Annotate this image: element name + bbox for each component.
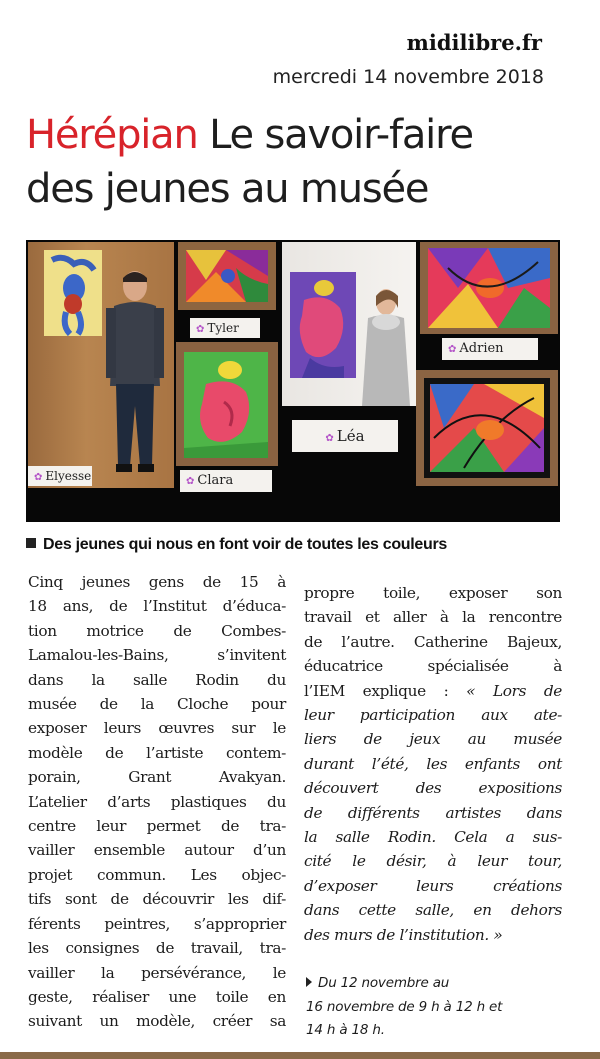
- label-elyesse: ✿ Elyesse: [28, 466, 92, 486]
- painting-elyesse: [44, 250, 102, 336]
- text-line: vailler la persévérance, le: [28, 963, 286, 982]
- text-line: 18 ans, de l’Institut d’éduca-: [28, 597, 286, 616]
- text-line: centre leur permet de tra-: [28, 817, 286, 836]
- text-line: Cinq jeunes gens de 15 à: [28, 573, 286, 591]
- publication-date: mercredi 14 novembre 2018: [272, 66, 544, 88]
- photo-panel-adrien-bottom: [416, 370, 558, 486]
- text-line: travail et aller à la rencontre: [304, 608, 562, 627]
- triangle-marker-icon: [306, 977, 312, 987]
- text-line: férents peintres, s’approprier: [28, 914, 286, 933]
- photo-panel-tyler: [178, 242, 276, 310]
- text-line: tion motrice de Combes-: [28, 621, 286, 640]
- photo-panel-clara: [176, 342, 278, 466]
- quote-line: durant l’été, les enfants ont: [304, 754, 562, 773]
- text-line: tifs sont de découvrir les dif-: [28, 890, 286, 909]
- quote-line: des murs de l’institution. »: [304, 925, 503, 944]
- painting-adrien-top: [428, 248, 550, 328]
- headline-line2: des jeunes au musée: [26, 166, 429, 212]
- flower-icon: ✿: [196, 324, 205, 335]
- label-lea: ✿ Léa: [292, 420, 398, 452]
- photo-panel-elyesse: [28, 242, 174, 488]
- text-line: éducatrice spécialisée à: [304, 657, 562, 676]
- exhibition-dates: Du 12 novembre au 16 novembre de 9 h à 12 h et 14 h à 18 h.: [306, 975, 503, 1038]
- text-line: projet commun. Les objec-: [28, 865, 286, 884]
- quote-line: d’exposer leurs créations: [304, 876, 562, 895]
- text-line: exposer leurs œuvres sur le: [28, 719, 286, 738]
- article-column-2: [304, 581, 562, 947]
- label-tyler: ✿ Tyler: [190, 318, 260, 338]
- headline-line1: Le savoir-faire: [197, 112, 473, 158]
- text-line: musée de la Cloche pour: [28, 695, 286, 714]
- painting-adrien-bottom: [424, 378, 550, 478]
- label-clara: ✿ Clara: [180, 470, 272, 492]
- photo-panel-lea: [282, 242, 416, 406]
- headline-place: Hérépian: [26, 112, 198, 158]
- text-line: vailler ensemble autour d’un: [28, 841, 286, 860]
- painting-clara: [184, 352, 268, 458]
- square-bullet-icon: [26, 538, 36, 548]
- flower-icon: ✿: [448, 344, 457, 355]
- text-segment: l’IEM explique :: [304, 681, 467, 700]
- bottom-border: [0, 1052, 600, 1059]
- quote-line: de différents artistes dans: [304, 803, 562, 822]
- quote-line: la salle Rodin. Cela a sus-: [304, 828, 562, 847]
- text-line: [304, 679, 562, 703]
- quote-segment: « Lors de: [466, 681, 563, 700]
- label-adrien: ✿ Adrien: [442, 338, 538, 360]
- text-line: dans la salle Rodin du: [28, 670, 286, 689]
- text-line: propre toile, exposer son: [304, 584, 562, 602]
- flower-icon: ✿: [34, 472, 43, 483]
- text-line: modèle de l’artiste contem-: [28, 743, 286, 762]
- text-line: Lamalou-les-Bains, s’invitent: [28, 646, 286, 665]
- quote-line: leur participation aux ate-: [304, 706, 562, 725]
- person-elyesse: [98, 266, 168, 482]
- site-name: midilibre.fr: [406, 30, 542, 55]
- person-lea: [358, 282, 416, 406]
- text-line: L’atelier d’arts plastiques du: [28, 792, 286, 811]
- flower-icon: ✿: [186, 476, 195, 487]
- photo-panel-adrien-top: [420, 242, 558, 334]
- quote-line: découvert des expositions: [304, 779, 562, 798]
- quote-line: cité le désir, à leur tour,: [304, 852, 562, 871]
- text-line: suivant un modèle, créer sa: [28, 1012, 286, 1031]
- text-line: geste, réaliser une toile en: [28, 987, 286, 1006]
- text-line: de l’autre. Catherine Bajeux,: [304, 632, 562, 651]
- article-photo: [26, 240, 560, 522]
- text-line: les consignes de travail, tra-: [28, 939, 286, 958]
- photo-caption: Des jeunes qui nous en font voir de toutes les couleurs: [26, 536, 566, 554]
- painting-tyler: [186, 250, 268, 302]
- quote-line: dans cette salle, en dehors: [304, 901, 562, 920]
- painting-lea: [290, 272, 356, 378]
- text-line: porain, Grant Avakyan.: [28, 768, 286, 787]
- quote-line: liers de jeux au musée: [304, 730, 562, 749]
- flower-icon: ✿: [325, 433, 334, 444]
- headline: [26, 108, 576, 216]
- article-column-1: [28, 570, 286, 1034]
